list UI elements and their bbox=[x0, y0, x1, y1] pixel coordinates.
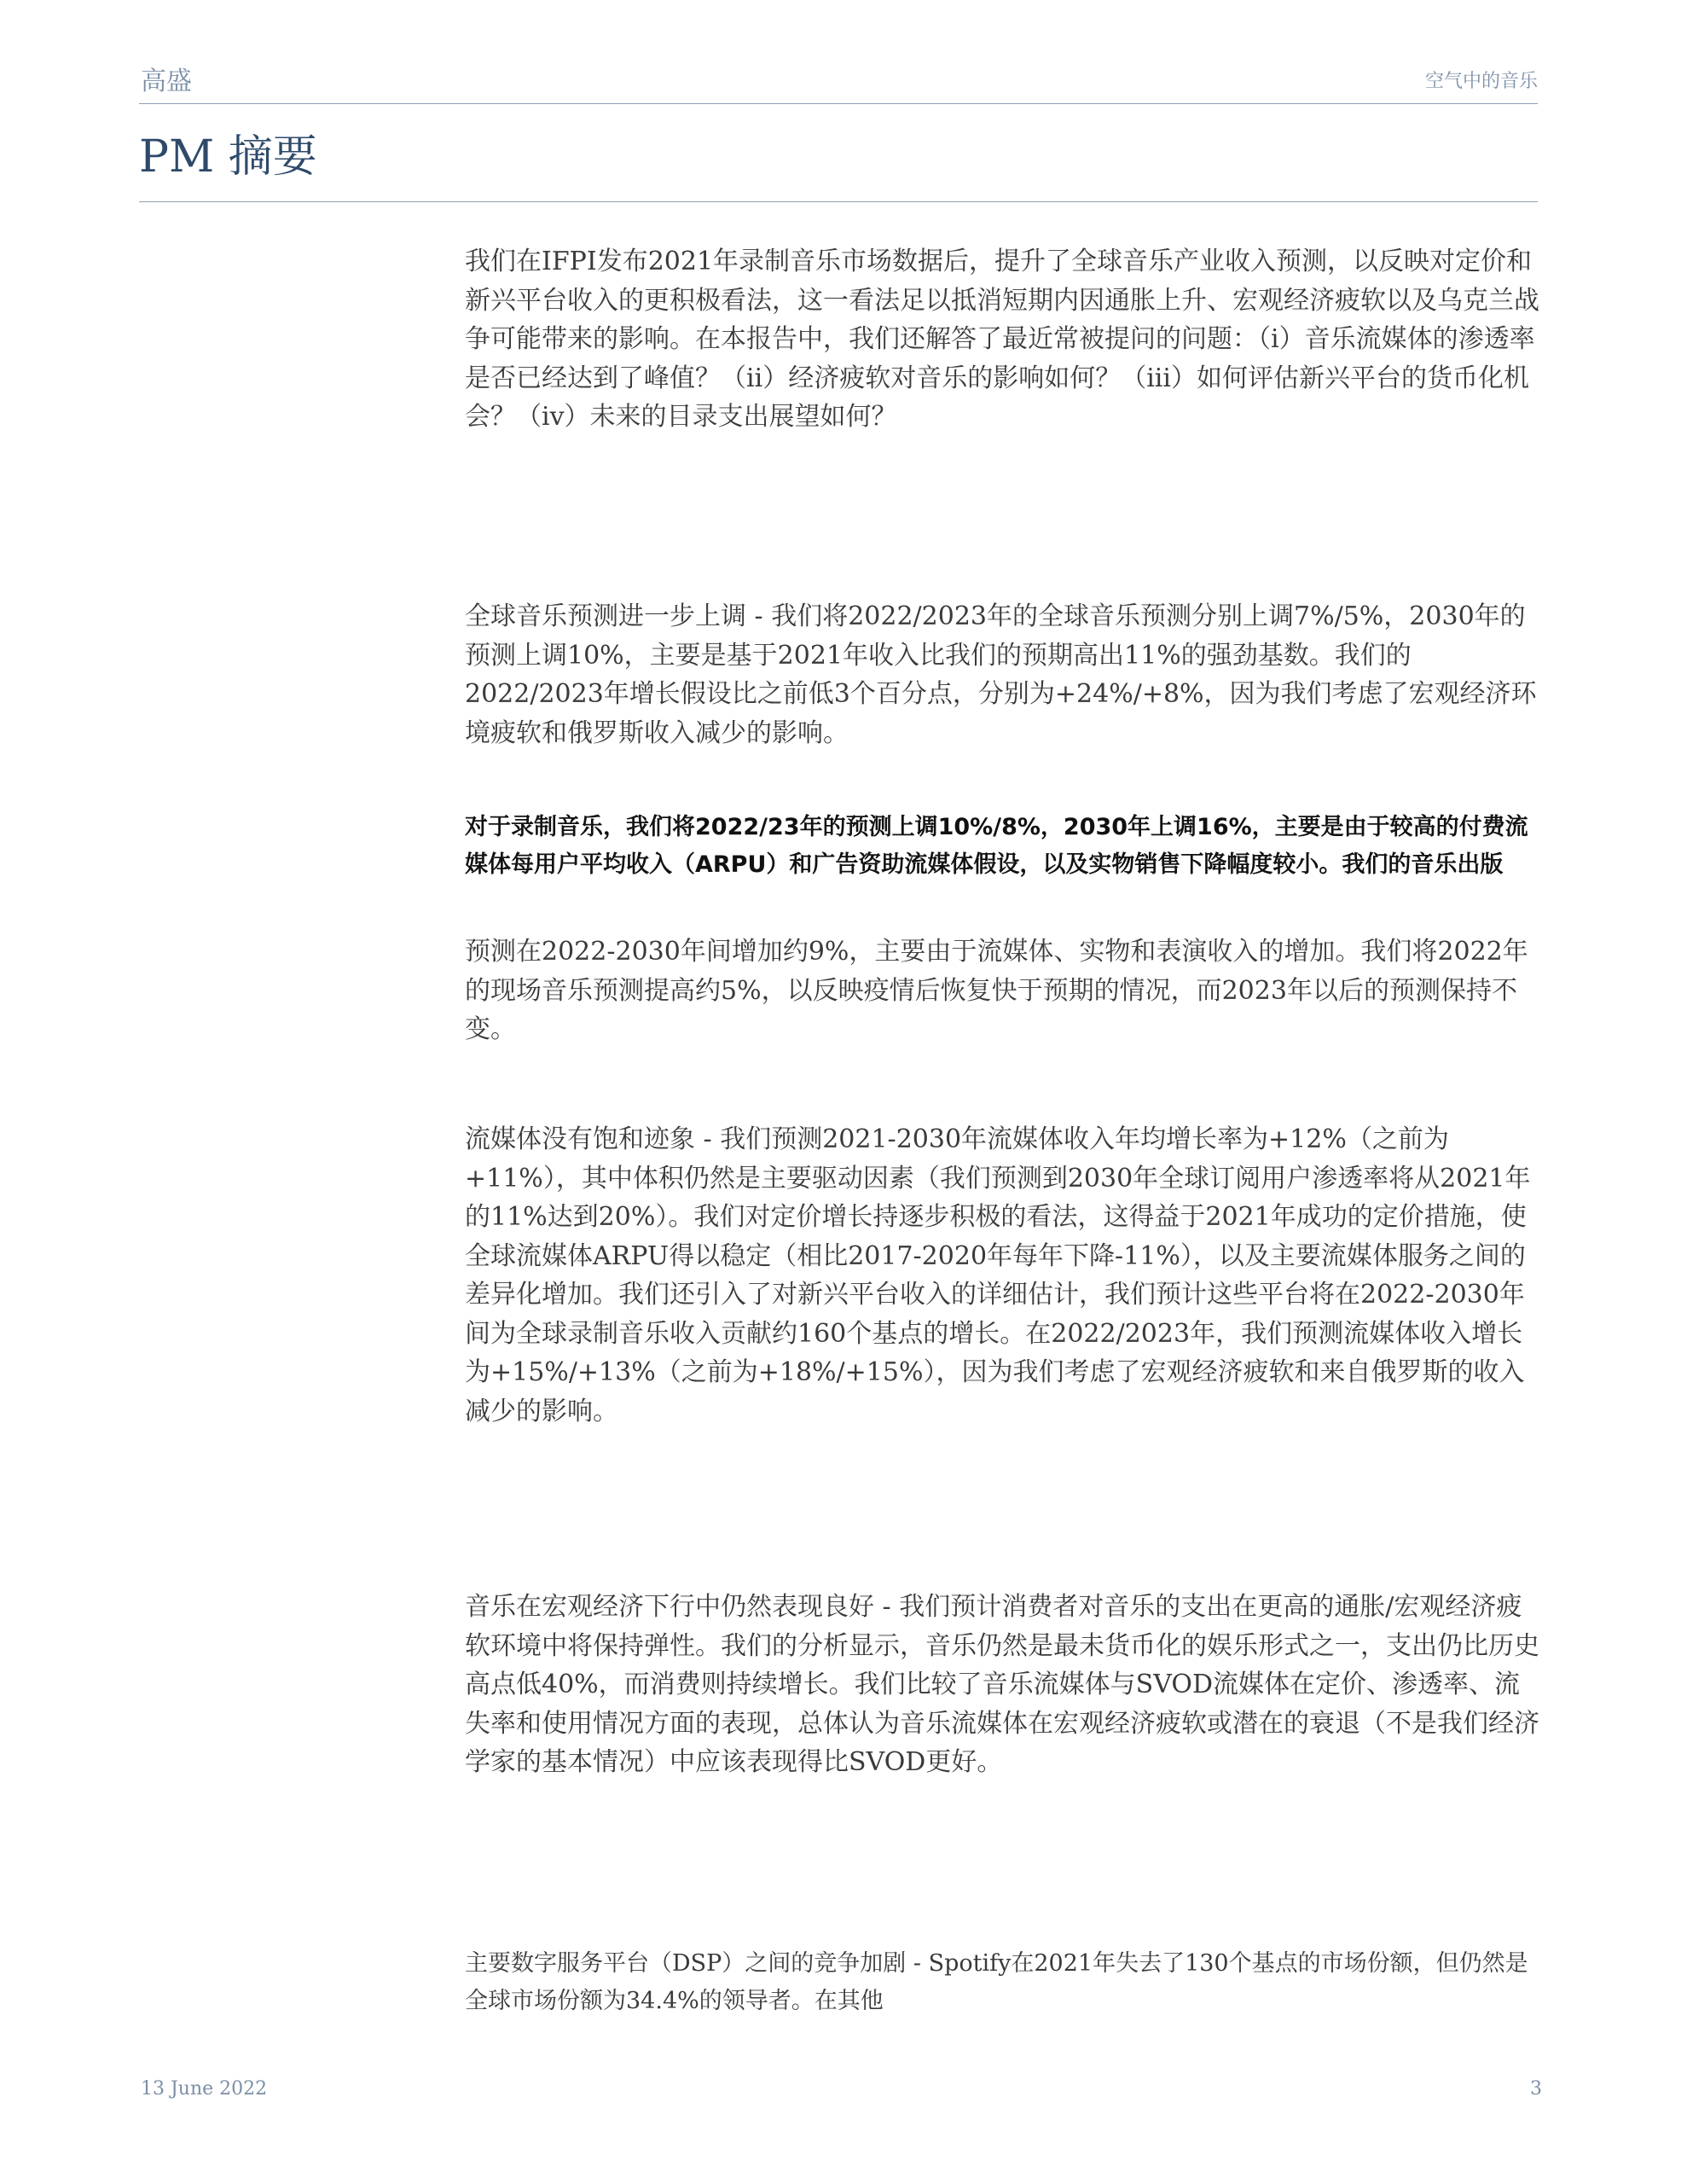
paragraph-recorded-music: 对于录制音乐，我们将2022/23年的预测上调10%/8%，2030年上调16%，主要是由于较高的付费流媒体每用户平均收入（ARPU）和广告资助流媒体假设，以及实物销售下降幅度较小。我们的音乐出版 bbox=[465, 814, 1528, 878]
paragraph-macro: 音乐在宏观经济下行中仍然表现良好 - 我们预计消费者对音乐的支出在更高的通胀/宏观经济疲软环境中将保持弹性。我们的分析显示，音乐仍然是最未货币化的娱乐形式之一，支出仍比历史高点低40%，而消费则持续增长。我们比较了音乐流媒体与SVOD流媒体在定价、渗透率、流失率和使用情况方面的表现，总体认为音乐流媒体在宏观经济疲软或潜在的衰退（不是我们经济学家的基本情况）中应该表现得比SVOD更好。 bbox=[465, 1592, 1539, 1777]
footer-date: 13 June 2022 bbox=[141, 2078, 268, 2100]
paragraph-global-forecast: 全球音乐预测进一步上调 - 我们将2022/2023年的全球音乐预测分别上调7%/5%，2030年的预测上调10%，主要是基于2021年收入比我们的预期高出11%的强劲基数。我们的2022/2023年增长假设比之前低3个百分点，分别为+24%/+8%，因为我们考虑了宏观经济环境疲软和俄罗斯收入减少的影响。 bbox=[465, 601, 1537, 748]
page-number: 3 bbox=[1530, 2078, 1542, 2100]
paragraph-dsp-competition: 主要数字服务平台（DSP）之间的竞争加剧 - Spotify在2021年失去了130个基点的市场份额，但仍然是全球市场份额为34.4%的领导者。在其他 bbox=[465, 1950, 1528, 2014]
title-divider bbox=[139, 201, 1538, 202]
brand-name: 高盛 bbox=[141, 67, 192, 96]
paragraph-intro: 我们在IFPI发布2021年录制音乐市场数据后，提升了全球音乐产业收入预测，以反映对定价和新兴平台收入的更积极看法，这一看法足以抵消短期内因通胀上升、宏观经济疲软以及乌克兰战争可能带来的影响。在本报告中，我们还解答了最近常被提问的问题：（i）音乐流媒体的渗透率是否已经达到了峰值？（ii）经济疲软对音乐的影响如何？（iii）如何评估新兴平台的货币化机会？（iv）未来的目录支出展望如何？ bbox=[465, 247, 1539, 432]
paragraph-publishing-forecast: 预测在2022-2030年间增加约9%，主要由于流媒体、实物和表演收入的增加。我们将2022年的现场音乐预测提高约5%，以反映疫情后恢复快于预期的情况，而2023年以后的预测保持不变。 bbox=[465, 937, 1528, 1044]
paragraph-streaming: 流媒体没有饱和迹象 - 我们预测2021-2030年流媒体收入年均增长率为+12%（之前为+11%），其中体积仍然是主要驱动因素（我们预测到2030年全球订阅用户渗透率将从2021年的11%达到20%）。我们对定价增长持逐步积极的看法，这得益于2021年成功的定价措施，使全球流媒体ARPU得以稳定（相比2017-2020年每年下降-11%），以及主要流媒体服务之间的差异化增加。我们还引入了对新兴平台收入的详细估计，我们预计这些平台将在2022-2030年间为全球录制音乐收入贡献约160个基点的增长。在2022/2023年，我们预测流媒体收入增长为+15%/+13%（之前为+18%/+15%），因为我们考虑了宏观经济疲软和来自俄罗斯的收入减少的影响。 bbox=[465, 1124, 1531, 1426]
page-title: PM 摘要 bbox=[139, 131, 317, 183]
report-title: 空气中的音乐 bbox=[1424, 71, 1538, 92]
header-divider bbox=[139, 103, 1538, 104]
